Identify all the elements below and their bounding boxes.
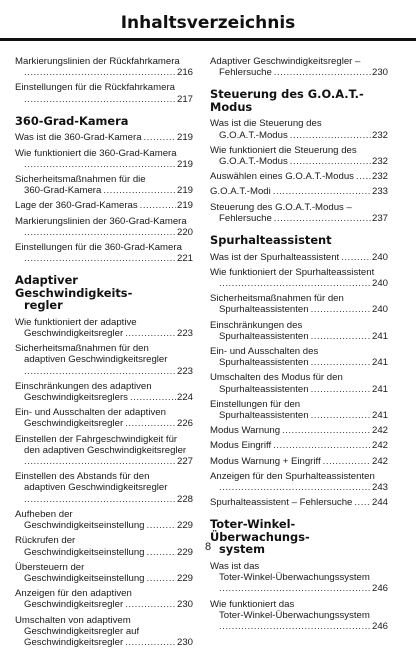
toc-page-number: 232 — [371, 156, 388, 168]
dot-leader — [210, 278, 371, 289]
toc-page-number: 230 — [371, 67, 388, 79]
toc-entry[interactable] — [210, 346, 388, 368]
dot-leader — [15, 159, 176, 170]
dot-leader — [356, 171, 371, 182]
toc-entry[interactable] — [210, 252, 388, 263]
toc-page-number: 246 — [371, 583, 388, 595]
dot-leader — [103, 185, 176, 196]
toc-page-number: 230 — [176, 636, 193, 648]
section-heading-line: Adaptiver Geschwindigkeits- — [15, 273, 133, 300]
toc-page-number: 221 — [176, 253, 193, 265]
toc-entry[interactable] — [15, 132, 193, 143]
toc-entry-text: Geschwindigkeitsregler — [24, 418, 124, 430]
toc-entry[interactable] — [15, 615, 193, 649]
toc-entry[interactable] — [210, 267, 388, 289]
dot-leader — [311, 357, 371, 368]
toc-entry-text: Geschwindigkeitsregler — [24, 599, 124, 611]
dot-leader — [210, 482, 371, 493]
section-heading — [210, 88, 388, 113]
toc-entry-text: Toter-Winkel-Überwachungssystem — [219, 609, 370, 621]
toc-entry-text: Modus Warnung + Eingriff — [210, 455, 321, 467]
toc-page-number: 229 — [176, 572, 193, 584]
dot-leader — [311, 331, 371, 342]
toc-page-number: 219 — [176, 185, 193, 197]
toc-entry-text: Was ist das — [210, 560, 260, 572]
toc-entry[interactable] — [15, 242, 193, 264]
toc-entry-text: Fehlersuche — [219, 212, 272, 224]
toc-entry-text: adaptiven Geschwindigkeitsregler — [24, 482, 168, 494]
toc-entry-text: adaptiven Geschwindigkeitsregler — [24, 354, 168, 366]
toc-entry[interactable] — [210, 56, 388, 78]
toc-entry[interactable] — [15, 381, 193, 403]
dot-leader — [311, 304, 371, 315]
toc-entry-text: Spurhalteassistenten — [219, 330, 309, 342]
toc-entry-text: Geschwindigkeitseinstellung — [24, 520, 145, 532]
toc-page-number: 219 — [176, 132, 193, 144]
section-heading-line: Spurhalteassistent — [210, 233, 332, 248]
toc-entry[interactable] — [210, 561, 388, 595]
toc-page-number: 240 — [371, 304, 388, 316]
toc-entry-text: Geschwindigkeitsregler — [24, 636, 124, 648]
toc-entry-text: Spurhalteassistenten — [219, 357, 309, 369]
dot-leader — [210, 621, 371, 632]
toc-page-number: 219 — [176, 200, 193, 212]
dot-leader — [341, 252, 371, 263]
dot-leader — [147, 573, 176, 584]
toc-page-number: 228 — [176, 493, 193, 505]
toc-entry[interactable] — [210, 145, 388, 167]
toc-entry[interactable] — [15, 407, 193, 429]
toc-entry[interactable] — [15, 200, 193, 211]
toc-page-number: 241 — [371, 330, 388, 342]
dot-leader — [15, 456, 176, 467]
toc-page-number: 230 — [176, 599, 193, 611]
toc-entry[interactable] — [15, 82, 193, 104]
toc-entry-text: Ein- und Ausschalten der adaptiven — [15, 407, 166, 419]
section-heading-line: 360-Grad-Kamera — [15, 113, 129, 128]
toc-entry-text: Modus Eingriff — [210, 440, 272, 452]
toc-entry-text: Wie funktioniert die Steuerung des — [210, 144, 357, 156]
dot-leader — [274, 67, 371, 78]
toc-entry[interactable] — [210, 399, 388, 421]
toc-page-number: 241 — [371, 409, 388, 421]
dot-leader — [282, 425, 371, 436]
toc-page-number: 246 — [371, 620, 388, 632]
toc-entry-text: Geschwindigkeitseinstellung — [24, 546, 145, 558]
dot-leader — [15, 67, 176, 78]
toc-entry[interactable] — [210, 118, 388, 140]
toc-entry[interactable] — [15, 562, 193, 584]
toc-entry-text: Einstellungen für die 360-Grad-Kamera — [15, 241, 182, 253]
toc-entry-text: Anzeigen für den adaptiven — [15, 588, 132, 600]
section-heading-line: regler — [24, 298, 63, 313]
toc-entry-text: Übersteuern der — [15, 561, 85, 573]
toc-page-number: 242 — [371, 440, 388, 452]
toc-entry-text: Markierungslinien der Rückfahrkamera — [15, 56, 180, 67]
toc-entry-text: Geschwindigkeitsregler auf — [24, 625, 140, 637]
toc-page-number: 223 — [176, 328, 193, 340]
toc-page-number: 241 — [371, 383, 388, 395]
dot-leader — [144, 132, 176, 143]
toc-entry-text: Was ist der Spurhalteassistent — [210, 251, 340, 263]
dot-leader — [210, 583, 371, 594]
toc-page-number: 243 — [371, 481, 388, 493]
toc-entry[interactable] — [210, 497, 388, 508]
dot-leader — [354, 497, 371, 508]
toc-page-number: 242 — [371, 425, 388, 437]
toc-entry[interactable] — [210, 599, 388, 633]
toc-entry[interactable] — [210, 186, 388, 197]
toc-entry[interactable] — [210, 372, 388, 394]
toc-page-number: 232 — [371, 171, 388, 183]
toc-entry[interactable] — [15, 343, 193, 377]
dot-leader — [15, 253, 176, 264]
toc-entry-text: Ein- und Ausschalten des — [210, 345, 319, 357]
section-heading — [210, 234, 388, 247]
toc-page-number: 227 — [176, 456, 193, 468]
dot-leader — [15, 494, 176, 505]
dot-leader — [140, 200, 176, 211]
toc-entry-text: Sicherheitsmaßnahmen für die — [15, 173, 146, 185]
toc-page-number: 232 — [371, 129, 388, 141]
dot-leader — [323, 456, 371, 467]
toc-entry-text: Markierungslinien der 360-Grad-Kamera — [15, 215, 187, 227]
dot-leader — [15, 366, 176, 377]
toc-entry-text: Sicherheitsmaßnahmen für den — [15, 343, 149, 355]
toc-entry[interactable] — [15, 216, 193, 238]
toc-entry-text: Lage der 360-Grad-Kameras — [15, 200, 138, 212]
toc-page-number: 220 — [176, 226, 193, 238]
toc-entry-text: G.O.A.T.-Modus — [219, 156, 288, 168]
toc-entry-text: Spurhalteassistent – Fehlersuche — [210, 497, 353, 509]
section-heading-line: Steuerung des G.O.A.T.-Modus — [210, 87, 364, 114]
toc-entry[interactable] — [210, 425, 388, 436]
dot-leader — [15, 227, 176, 238]
toc-page-number: 229 — [176, 520, 193, 532]
dot-leader — [125, 418, 176, 429]
toc-entry-text: Spurhalteassistenten — [219, 409, 309, 421]
toc-page-number: 219 — [176, 158, 193, 170]
section-heading-line: system — [219, 542, 266, 557]
dot-leader — [147, 520, 176, 531]
toc-entry[interactable] — [210, 471, 388, 493]
toc-page-number: 244 — [371, 497, 388, 509]
toc-entry-text: Modus Warnung — [210, 425, 281, 437]
toc-entry[interactable] — [15, 317, 193, 339]
dot-leader — [273, 186, 371, 197]
toc-entry-text: den adaptiven Geschwindigkeitsregler — [24, 444, 187, 456]
toc-entry[interactable] — [15, 56, 193, 78]
toc-entry[interactable] — [210, 456, 388, 467]
dot-leader — [15, 94, 176, 105]
toc-entry-text: Wie funktioniert die 360-Grad-Kamera — [15, 147, 177, 159]
toc-entry-text: Spurhalteassistenten — [219, 304, 309, 316]
toc-entry[interactable] — [15, 509, 193, 531]
title-divider — [0, 38, 416, 41]
toc-entry-text: Einschränkungen des — [210, 319, 303, 331]
page-title: Inhaltsverzeichnis — [120, 13, 296, 33]
toc-entry-text: Geschwindigkeitseinstellung — [24, 572, 145, 584]
toc-entry[interactable] — [15, 471, 193, 505]
dot-leader — [311, 384, 371, 395]
toc-entry-text: Steuerung des G.O.A.T.-Modus – — [210, 201, 352, 213]
page-number: 8 — [204, 541, 212, 553]
toc-entry-text: Rückrufen der — [15, 535, 76, 547]
toc-entry-text: Einstellen des Abstands für den — [15, 471, 150, 483]
toc-entry-text: G.O.A.T.-Modi — [210, 186, 271, 198]
toc-entry[interactable] — [15, 588, 193, 610]
toc-page-number: 223 — [176, 365, 193, 377]
toc-page-number: 224 — [176, 392, 193, 404]
toc-entry[interactable] — [15, 174, 193, 196]
toc-page-number: 240 — [371, 277, 388, 289]
toc-entry-text: Wie funktioniert der adaptive — [15, 316, 137, 328]
toc-entry-text: Einstellungen für den — [210, 398, 301, 410]
toc-entry[interactable] — [15, 434, 193, 468]
toc-page-number: 237 — [371, 212, 388, 224]
toc-entry-text: Wie funktioniert das — [210, 598, 295, 610]
toc-entry-text: Aufheben der — [15, 508, 73, 520]
header — [0, 0, 416, 39]
toc-page-number: 233 — [371, 186, 388, 198]
toc-column-left — [15, 56, 193, 652]
toc-page-number: 240 — [371, 251, 388, 263]
toc-entry-text: Einstellungen für die Rückfahrkamera — [15, 82, 175, 94]
dot-leader — [130, 392, 176, 403]
toc-entry[interactable] — [210, 320, 388, 342]
toc-entry-text: Umschalten des Modus für den — [210, 372, 343, 384]
toc-page-number: 216 — [176, 67, 193, 79]
toc-page-number: 226 — [176, 418, 193, 430]
toc-page-number: 217 — [176, 93, 193, 105]
toc-entry-text: Geschwindigkeitsreglers — [24, 392, 128, 404]
toc-entry-text: Umschalten von adaptivem — [15, 614, 131, 626]
toc-entry-text: Einstellen der Fahrgeschwindigkeit für — [15, 433, 178, 445]
toc-entry-text: Was ist die Steuerung des — [210, 118, 322, 130]
dot-leader — [273, 440, 371, 451]
dot-leader — [290, 156, 371, 167]
toc-entry[interactable] — [210, 440, 388, 451]
toc-entry-text: Wie funktioniert der Spurhalteassistent — [210, 266, 375, 278]
dot-leader — [311, 410, 371, 421]
toc-entry-text: Fehlersuche — [219, 67, 272, 79]
toc-entry[interactable] — [210, 293, 388, 315]
dot-leader — [125, 328, 176, 339]
toc-entry-text: Einschränkungen des adaptiven — [15, 380, 152, 392]
dot-leader — [290, 130, 371, 141]
toc-page-number: 242 — [371, 455, 388, 467]
toc-entry[interactable] — [210, 202, 388, 224]
toc-entry-text: Sicherheitsmaßnahmen für den — [210, 293, 344, 305]
toc-entry-text: Auswählen eines G.O.A.T.-Modus — [210, 171, 354, 183]
section-heading — [15, 115, 193, 128]
toc-entry-text: Was ist die 360-Grad-Kamera — [15, 132, 142, 144]
toc-page-number: 229 — [176, 546, 193, 558]
toc-entry-text: Adaptiver Geschwindigkeitsregler – — [210, 56, 361, 67]
section-heading-line: Toter-Winkel-Überwachungs- — [210, 517, 310, 544]
dot-leader — [125, 599, 176, 610]
dot-leader — [274, 213, 371, 224]
toc-entry[interactable] — [15, 148, 193, 170]
toc-entry-text: Spurhalteassistenten — [219, 383, 309, 395]
dot-leader — [125, 637, 176, 648]
toc-page-number: 241 — [371, 357, 388, 369]
toc-entry-text: Toter-Winkel-Überwachungssystem — [219, 572, 370, 584]
toc-entry-text: G.O.A.T.-Modus — [219, 129, 288, 141]
toc-entry-text: 360-Grad-Kamera — [24, 185, 102, 197]
toc-entry[interactable] — [210, 171, 388, 182]
toc-entry-text: Anzeigen für den Spurhalteassistenten — [210, 470, 375, 482]
section-heading — [15, 274, 193, 312]
toc-entry-text: Geschwindigkeitsregler — [24, 328, 124, 340]
